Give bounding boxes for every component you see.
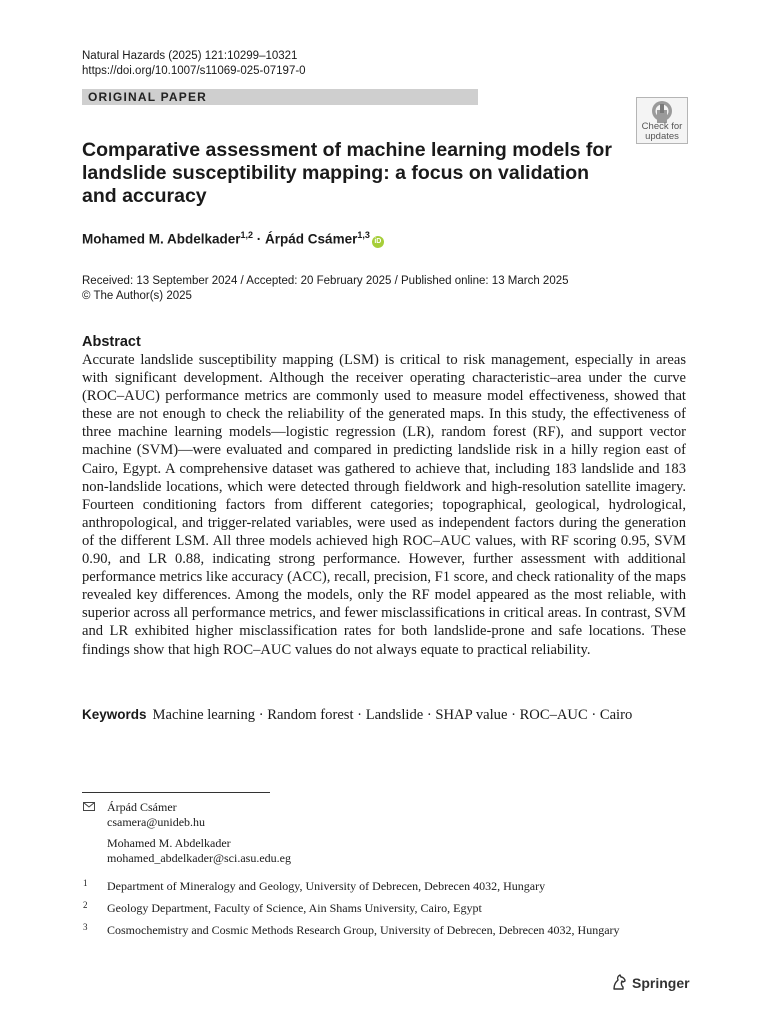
article-type-label: ORIGINAL PAPER — [88, 90, 208, 104]
springer-horse-icon — [611, 974, 627, 991]
affiliation-number: 3 — [83, 922, 88, 932]
orcid-icon[interactable]: iD — [372, 236, 384, 248]
check-for-updates-label: Check for updates — [641, 121, 683, 142]
correspondence-email[interactable]: mohamed_abdelkader@sci.asu.edu.eg — [107, 851, 291, 865]
correspondence-email[interactable]: csamera@unideb.hu — [107, 815, 206, 829]
author-affiliation-ref: 1,3 — [357, 230, 370, 240]
publication-history: Received: 13 September 2024 / Accepted: 20 February 2025 / Published online: 13 March 2025 — [82, 275, 569, 287]
abstract-text: Accurate landslide susceptibility mapping (LSM) is critical to risk management, especially in areas with significant development. Although the receiver operating characteristic–area under the curve (ROC–AUC) performance metrics are commonly used to measure model effectiveness, showed that these are not enough to check the reliability of the generated maps. In this study, the effectiveness of three machine learning models—logistic regression (LR), random forest (RF), and support vector machine (SVM)—were evaluated and compared in predicting landslide risk in a hilly region east of Cairo, Egypt. A comprehensive dataset was gathered to achieve that, including 183 landslide and 183 non-landslide locations, which were detected through fieldwork and high-resolution satellite imagery. Fourteen conditioning factors from different categories; topographical, geological, hydrological, anthropological, and trigger-related variables, were used as independent factors during the generation of the different LSM. All three models achieved high ROC–AUC values, with RF scoring 0.95, SVM 0.90, and LR 0.88, indicating strong performance. However, further assessment with additional performance metrics like accuracy (ACC), recall, precision, F1 score, and check rationality of the maps revealed key differences. Among the models, only the RF model appeared as the most reliable, with superior across all performance metrics, and fewer misclassifications in critical areas. In contrast, SVM and LR exhibited higher misclassification rates for both landslide-prone and safe locations. These findings show that high ROC–AUC values do not always equate to practical reliability. — [82, 352, 686, 658]
keywords-list: Machine learning · Random forest · Landslide · SHAP value · ROC–AUC · Cairo — [152, 707, 633, 723]
article-title: Comparative assessment of machine learning models for landslide susceptibility mapping: a focus on validation and accuracy — [82, 139, 612, 207]
keywords-label: Keywords — [82, 707, 147, 722]
correspondence-name: Mohamed M. Abdelkader — [107, 836, 231, 850]
affiliation-text: Geology Department, Faculty of Science, Ain Shams University, Cairo, Egypt — [107, 901, 482, 915]
check-for-updates-badge[interactable] — [636, 97, 688, 144]
journal-doi[interactable]: https://doi.org/10.1007/s11069-025-07197-0 — [82, 65, 306, 77]
publisher-logo — [611, 974, 690, 991]
author-name[interactable]: Árpád Csámer — [265, 231, 358, 247]
correspondence-name: Árpád Csámer — [107, 800, 177, 814]
correspondence-2 — [107, 836, 291, 866]
affiliation-text: Cosmochemistry and Cosmic Methods Research Group, University of Debrecen, Debrecen 4032, Hungary — [107, 923, 620, 937]
abstract-heading: Abstract — [82, 334, 141, 350]
author-affiliation-ref: 1,2 — [240, 230, 254, 240]
article-type-banner — [82, 89, 478, 105]
publisher-name: Springer — [632, 974, 690, 991]
author-separator: · — [253, 231, 266, 247]
keywords-section — [82, 706, 686, 724]
affiliation-number: 1 — [83, 878, 88, 888]
crossmark-icon — [637, 99, 687, 123]
author-name[interactable]: Mohamed M. Abdelkader — [82, 231, 241, 247]
copyright-notice: © The Author(s) 2025 — [82, 290, 192, 302]
footnote-rule — [82, 792, 270, 793]
journal-citation: Natural Hazards (2025) 121:10299–10321 — [82, 50, 298, 62]
correspondence-1 — [107, 800, 205, 830]
affiliation-text: Department of Mineralogy and Geology, University of Debrecen, Debrecen 4032, Hungary — [107, 879, 546, 893]
envelope-icon — [83, 802, 95, 811]
article-dates — [82, 274, 569, 304]
author-list — [82, 230, 384, 248]
affiliation-number: 2 — [83, 900, 88, 910]
journal-header — [82, 49, 306, 79]
